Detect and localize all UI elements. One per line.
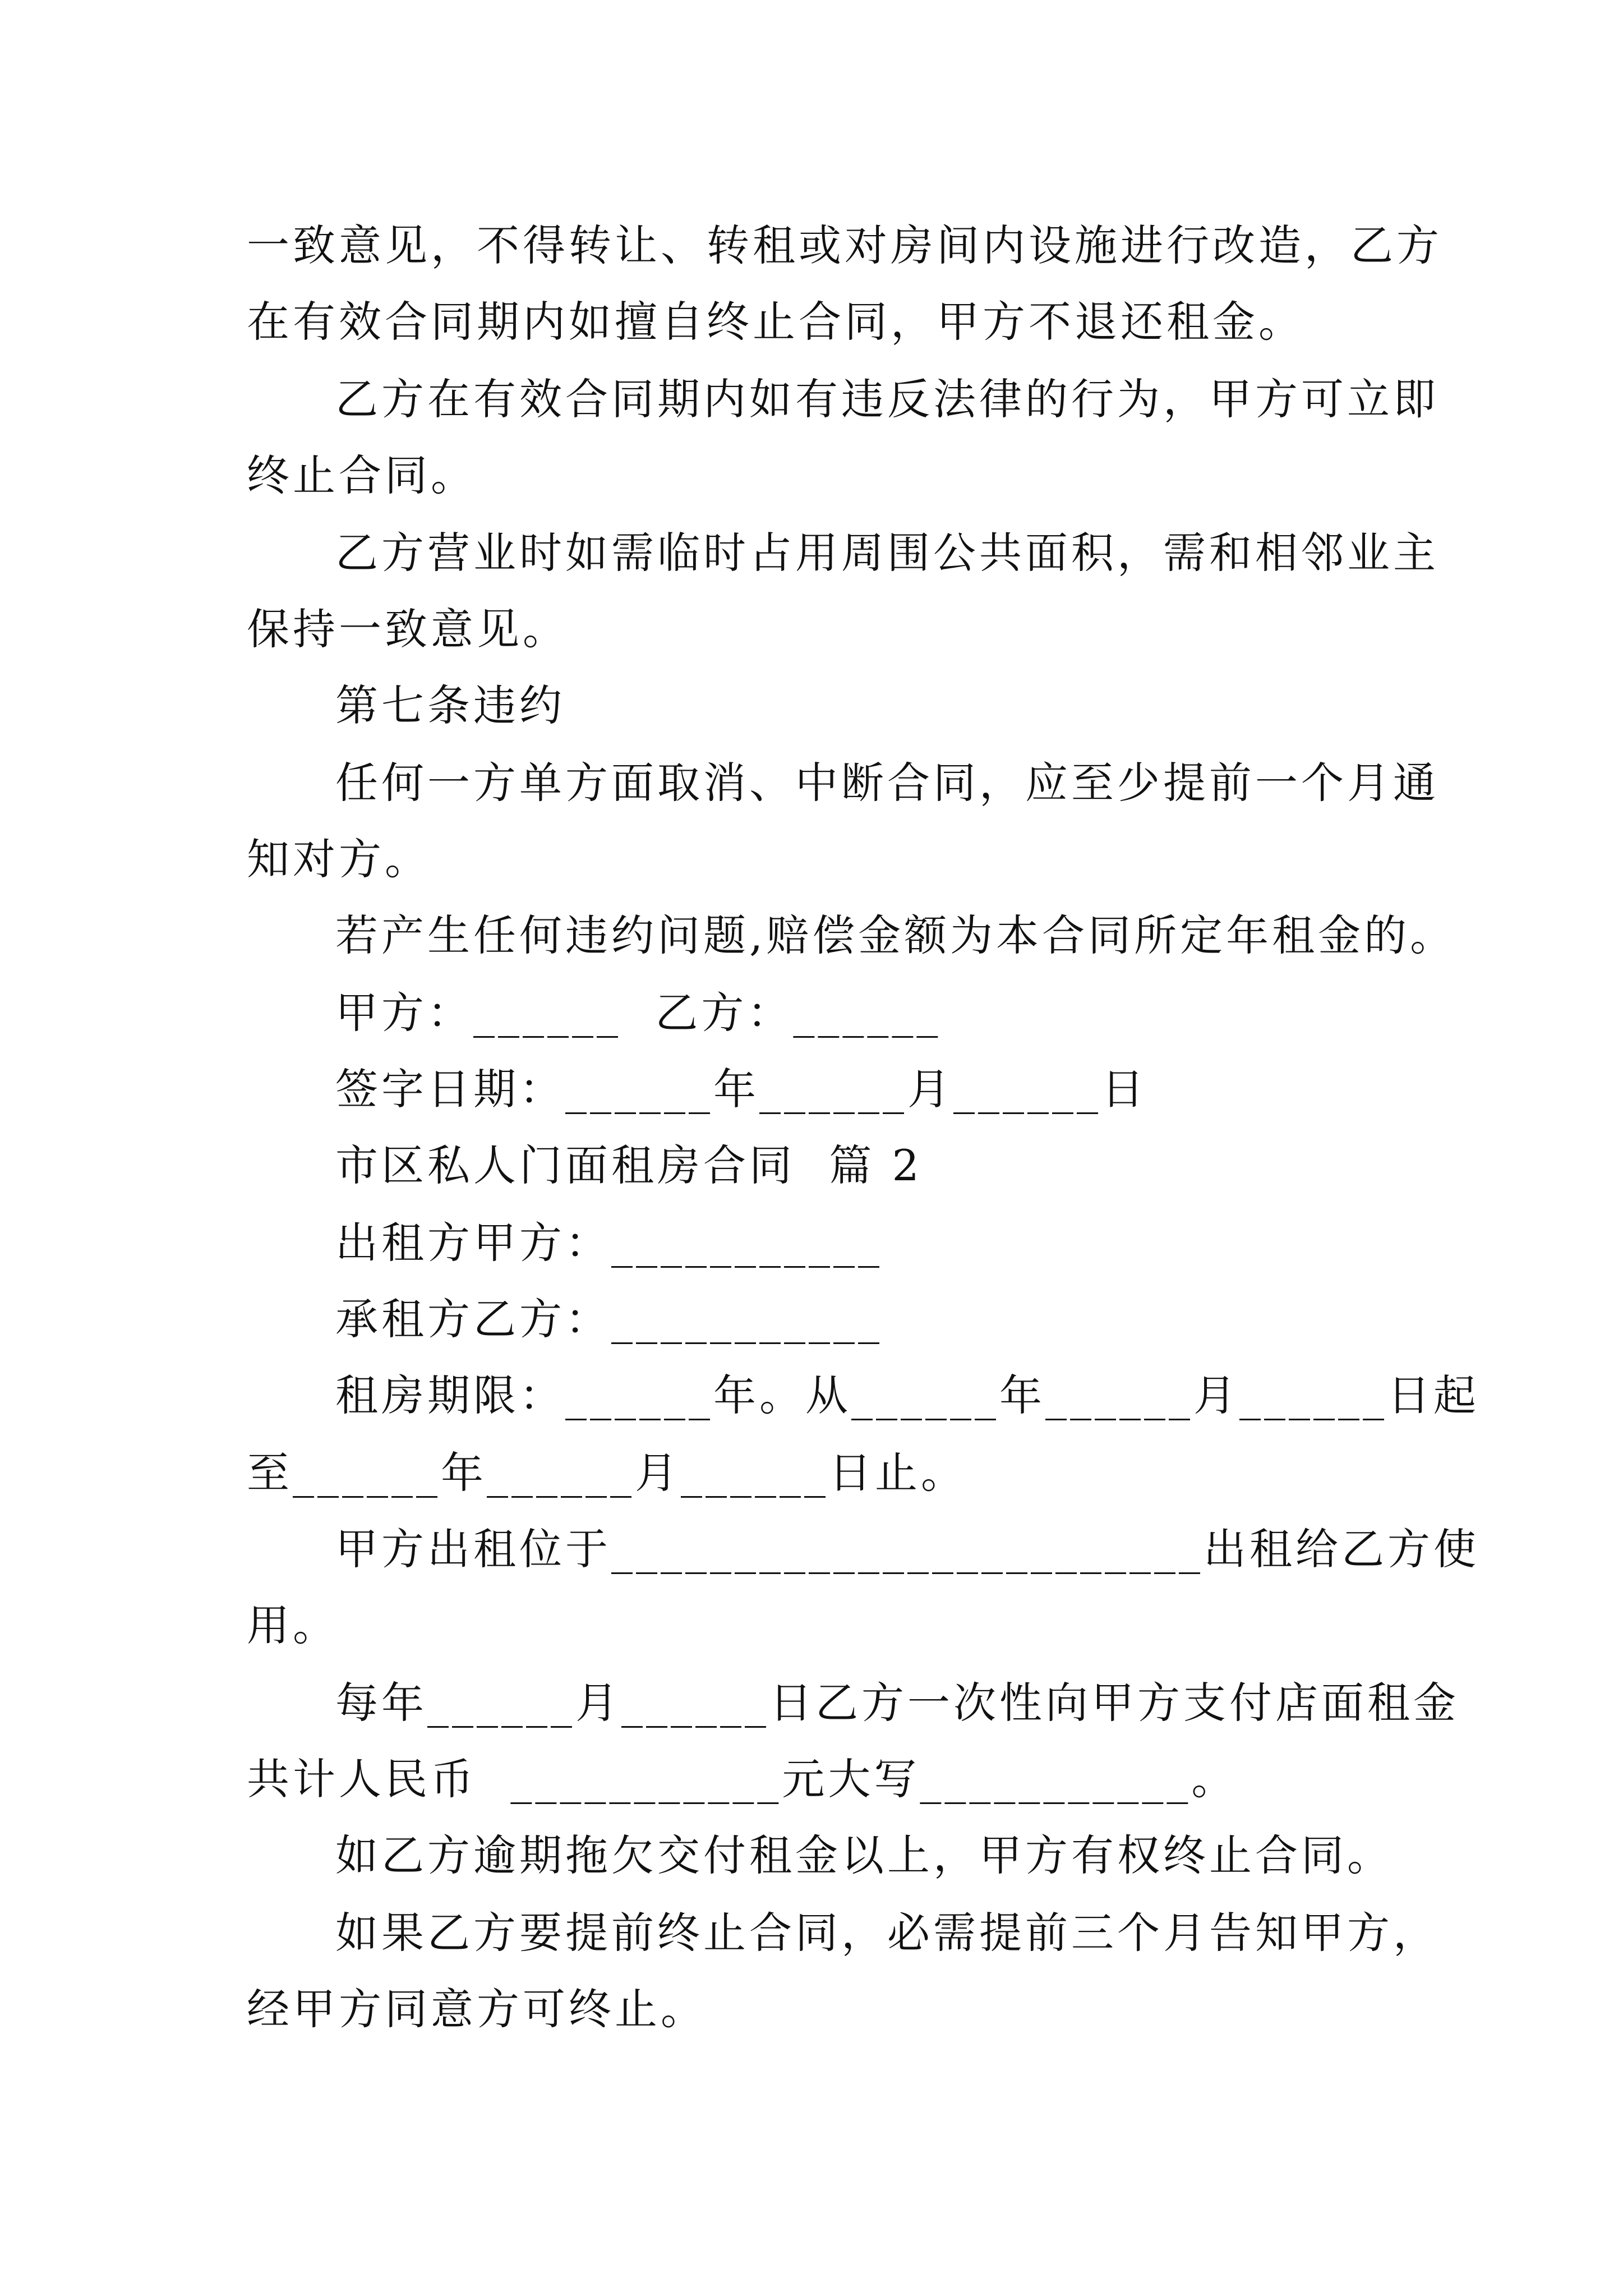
text-line-22: 如乙方逾期拖欠交付租金以上，甲方有权终止合同。 — [335, 1830, 1393, 1880]
text-line-2: 在有效合同期内如擅自终止合同，甲方不退还租金。 — [247, 297, 1304, 347]
text-line-4: 终止合同。 — [247, 450, 477, 500]
lessor-line: 出租方甲方：___________ — [335, 1218, 883, 1268]
signature-date-line: 签字日期：______年______月______日 — [335, 1064, 1147, 1114]
text-line-19: 用。 — [247, 1600, 339, 1650]
text-line-21: 共计人民币 ___________元大写___________。 — [247, 1754, 1238, 1804]
section-heading-article-7: 第七条违约 — [335, 680, 565, 730]
contract-title-part-2: 市区私人门面租房合同 篇 2 — [335, 1140, 923, 1190]
text-line-8: 任何一方单方面取消、中断合同，应至少提前一个月通 — [335, 758, 1439, 808]
text-line-18: 甲方出租位于________________________出租给乙方使 — [335, 1524, 1479, 1574]
signature-parties-line: 甲方：______ 乙方：______ — [335, 988, 942, 1038]
text-line-24: 经甲方同意方可终止。 — [247, 1984, 707, 2034]
text-line-6: 保持一致意见。 — [247, 604, 569, 654]
text-line-3: 乙方在有效合同期内如有违反法律的行为，甲方可立即 — [335, 374, 1439, 424]
text-line-10: 若产生任何违约问题,赔偿金额为本合同所定年租金的。 — [335, 910, 1456, 960]
text-line-1: 一致意见，不得转让、转租或对房间内设施进行改造，乙方 — [247, 220, 1442, 270]
text-line-9: 知对方。 — [247, 834, 431, 884]
lessee-line: 承租方乙方：___________ — [335, 1294, 883, 1344]
lease-term-end-line: 至______年______月______日止。 — [247, 1448, 967, 1498]
text-line-23: 如果乙方要提前终止合同，必需提前三个月告知甲方， — [335, 1908, 1439, 1958]
text-line-5: 乙方营业时如需临时占用周围公共面积，需和相邻业主 — [335, 528, 1439, 578]
text-line-20: 每年______月______日乙方一次性向甲方支付店面租金 — [335, 1678, 1459, 1728]
lease-term-line: 租房期限：______年。从______年______月______日起 — [335, 1370, 1479, 1420]
